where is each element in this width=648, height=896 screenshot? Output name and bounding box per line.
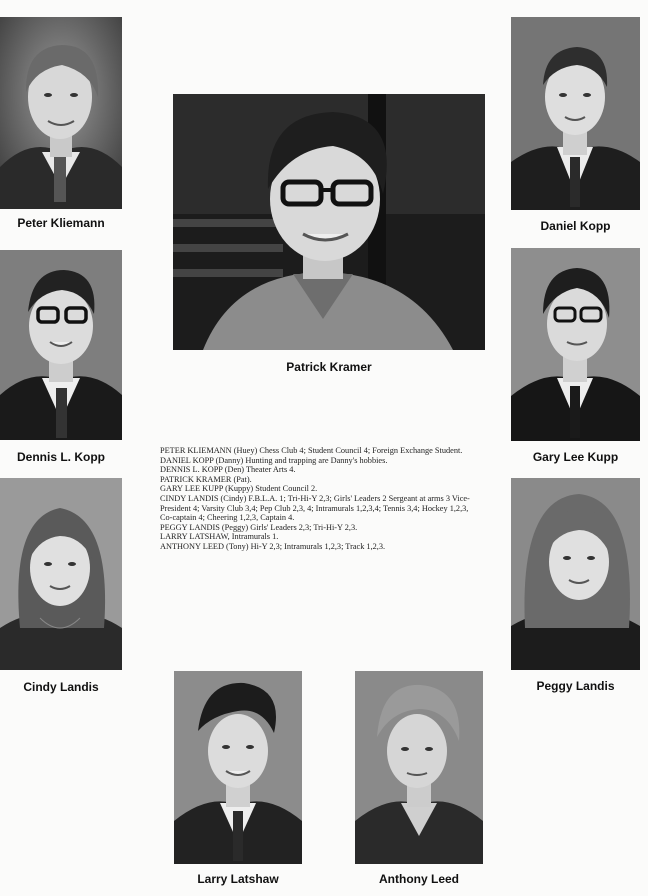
name-gary-lee-kupp: Gary Lee Kupp — [532, 450, 619, 464]
activities-captions — [160, 446, 482, 552]
portrait-anthony-leed — [355, 671, 483, 864]
name-daniel-kopp: Daniel Kopp — [540, 219, 611, 233]
name-larry-latshaw: Larry Latshaw — [197, 872, 279, 886]
caption-larry-latshaw: LARRY LATSHAW, Intramurals 1. — [160, 532, 279, 542]
name-anthony-leed: Anthony Leed — [379, 872, 459, 886]
portrait-patrick-kramer — [173, 94, 485, 350]
caption-peggy-landis: PEGGY LANDIS (Peggy) Girls' Leaders 2,3; Tri-Hi-Y 2,3. — [160, 522, 358, 532]
caption-peter-kliemann: PETER KLIEMANN (Huey) Chess Club 4; Student Council 4; Foreign Exchange Student. — [160, 446, 463, 455]
caption-patrick-kramer: PATRICK KRAMER (Pat). — [160, 474, 252, 484]
portrait-peter-kliemann — [0, 17, 122, 209]
caption-anthony-leed: ANTHONY LEED (Tony) Hi-Y 2,3; Intramurals 1,2,3; Track 1,2,3. — [160, 541, 386, 551]
name-patrick-kramer: Patrick Kramer — [286, 360, 372, 374]
portrait-daniel-kopp — [511, 17, 640, 210]
caption-cindy-landis: CINDY LANDIS (Cindy) F.B.L.A. 1; Tri-Hi-Y 2,3; Girls' Leaders 2 Sergeant at arms 3 Vice-President 4; Varsity Club 3,4; Pep Club 2,3, 4; Intramurals 1,2,3,4; Tennis 3,4; Hockey 1,2,3, Co-captain 4; Cheering 1,2,3, Captain 4. — [160, 493, 470, 523]
portrait-dennis-kopp — [0, 250, 122, 440]
portrait-cindy-landis — [0, 478, 122, 670]
portrait-peggy-landis — [511, 478, 640, 670]
portrait-larry-latshaw — [174, 671, 302, 864]
caption-daniel-kopp: DANIEL KOPP (Danny) Hunting and trapping are Danny's hobbies. — [160, 455, 388, 465]
name-peter-kliemann: Peter Kliemann — [17, 216, 105, 230]
name-dennis-kopp: Dennis L. Kopp — [17, 450, 105, 464]
portrait-gary-lee-kupp — [511, 248, 640, 441]
name-cindy-landis: Cindy Landis — [23, 680, 99, 694]
name-peggy-landis: Peggy Landis — [536, 679, 615, 693]
caption-gary-lee-kupp: GARY LEE KUPP (Kuppy) Student Council 2. — [160, 484, 318, 494]
caption-dennis-kopp: DENNIS L. KOPP (Den) Theater Arts 4. — [160, 465, 296, 475]
